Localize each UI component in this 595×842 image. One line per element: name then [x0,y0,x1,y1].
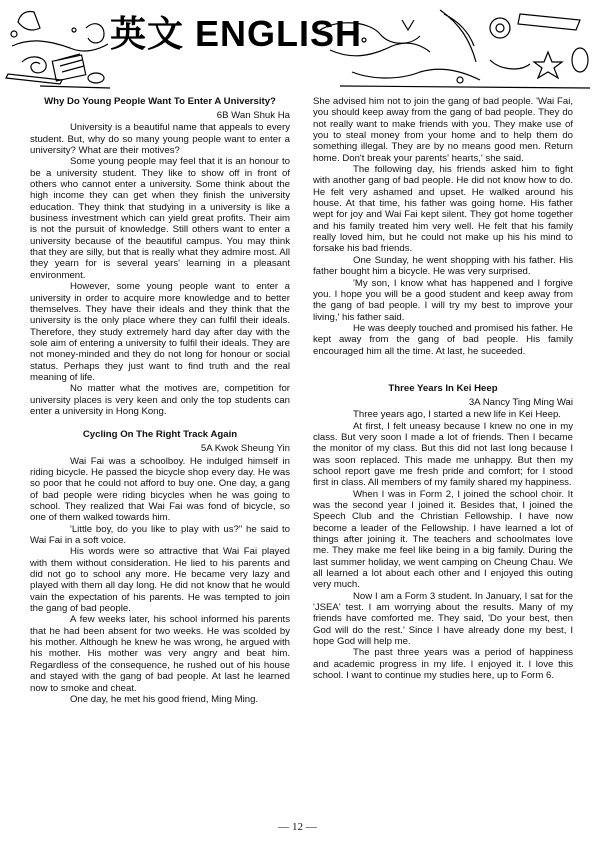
left-column [30,96,290,705]
article1-paragraph: Some young people may feel that it is an honour to be a university student. They like to show off in front of others who cannot enter a university. Some think about the high income they can get when they finish the university education. They think that studying in a university is like a business investment which can yield great profits. Their aim is not the pursuit of knowledge. Still others want to enter a university because of the beautiful campus. You may think that they are silly, but that is really what they admire most. All they yearn for is several years' learning in a pleasant environment. [30,156,290,281]
page-header [0,0,595,92]
article2-paragraph: One Sunday, he went shopping with his father. His father bought him a bicycle. He was very surprised. [313,254,573,278]
article2-paragraph: A few weeks later, his school informed his parents that he had been absent for two weeks. He was scolded by his mother. Although he knew he was wrong, he argued with his mother. His mother was very angry and beat him. Regardless of the consequence, he rushed out of his house and stayed with the gang of bad people. At last he learned now to smoke and cheat. [30,614,290,694]
title-chinese: 英文 [110,14,185,55]
article3-paragraph: Now I am a Form 3 student. In January, I sat for the 'JSEA' test. I am worrying about the results. Many of my friends have comforted me. They said, 'Do your best, then God will do the rest.' Since I have already done my best, I hope God will help me. [313,590,573,648]
article1-author: 6B Wan Shuk Ha [216,110,290,121]
title-english: ENGLISH [195,13,363,54]
article2-paragraph: He was deeply touched and promised his father. He kept away from the gang of bad people. His family encouraged him all the time. At last, he suceeded. [313,322,573,357]
article2-paragraph: Wai Fai was a schoolboy. He indulged himself in riding bicycle. He passed the bicycle shop every day. He was so poor that he could not afford to buy one. One day, a gang of bad people were riding bicycles when he was going to school. They realized that Wai Fai was fond of bicycle, so one of them walked towards him. [30,455,290,524]
article2-paragraph: She advised him not to join the gang of bad people. 'Wai Fai, you should keep away from the gang of bad people. They do not really want to make friends with you. They make use of you to steal money from your home and to help them do something illegal. They are by no means good men. Return home. Don't break your parents' hearts,' she said. [313,96,573,164]
swirl-doodle [22,57,46,73]
article3-title: Three Years In Kei Heep [388,382,498,394]
article2-paragraph: His words were so attractive that Wai Fai played with them without consideration. He lied to his parents and did not go to school any more. He became very lazy and played with them all day long. He did not know that he would vain the expectation of his parents. He was tempted to join the gang of bad people. [30,546,290,615]
article2-paragraph: One day, he met his good friend, Ming Ming. [70,693,259,705]
article1-paragraph: University is a beautiful name that appeals to every student. But, why do so many young people want to enter a university? What are their motives? [30,122,290,157]
book-doodle [52,55,86,81]
article2-title: Cycling On The Right Track Again [82,429,238,441]
article1-title: Why Do Young People Want To Enter A University? [44,96,276,107]
pen-nib-doodle [18,11,40,30]
section-title [110,6,362,57]
page-number: — 12 — [278,821,317,833]
star-doodle [534,52,562,78]
article3-paragraph: When I was in Form 2, I joined the school choir. It was the second year I joined it. Besides that, I joined the Speech Club and the Christian Fellowship. I have now become a leader of the Fellowship. I have learned a lot of things after joining it. The teachers and schoolmates love me. They make me feel like being in a big family. During the last summer holiday, we went camping on Cheung Chau. We all learned a lot about each other and I enjoyed this outing very much. [313,488,573,591]
article2-paragraph: The following day, his friends asked him to fight with another gang of bad people. He did not know how to do. He felt very ashamed and upset. He walked around his house. At that time, his father was going home. His father wept for joy and Wai Fai kept silent. They got home together and his family treated him very well. He felt that his family really loved him, but he could not make up his his mind to forsake his bad friends. [313,164,573,255]
article1-paragraph: However, some young people want to enter a university in order to acquire more knowledge and to better themselves. They have their ideals and they think that the university is the only place where they can fulfil their ideals. Therefore, they study extremely hard day after day with the sole aim of entering a university to fulfil their ideals. They are not money-minded and they do not long for honour or social status. Perhaps they just want to find truth and the real meaning of life. [30,281,290,383]
article3-author: 3A Nancy Ting Ming Wai [468,396,573,408]
article3-paragraph: Three years ago, I started a new life in Kei Heep. [353,409,561,421]
article3-paragraph: The past three years was a period of happiness and academic progress in my life. I enjoyed it. I love this school. I want to continue my studies here, up to Form 6. [313,647,573,682]
right-column [313,96,573,682]
article2-paragraph: 'Little boy, do you like to play with us?" he said to Wai Fai in a soft voice. [30,523,290,547]
quill-doodle [440,10,476,62]
pencil-doodle [6,74,62,84]
article2-author: 5A Kwok Sheung Yin [200,443,290,455]
article1-paragraph: No matter what the motives are, competition for university places is very keen and only the top students can enter a university in Hong Kong. [30,383,290,417]
article2-paragraph: 'My son, I know what has happened and I forgive you. I hope you will be a good student and keep away from the gang of bad people. I will try my best to improve your living,' his father said. [313,277,573,323]
article3-paragraph: At first, I felt uneasy because I knew no one in my class. But very soon I made a lot of friends. Then I became the monitor of my class. But this did not last long because I was soon replaced. This made me unhappy. But then my school report gave me fresh pride and comfort; for I stood first in class. All members of my family shared my happiness. [313,420,573,489]
